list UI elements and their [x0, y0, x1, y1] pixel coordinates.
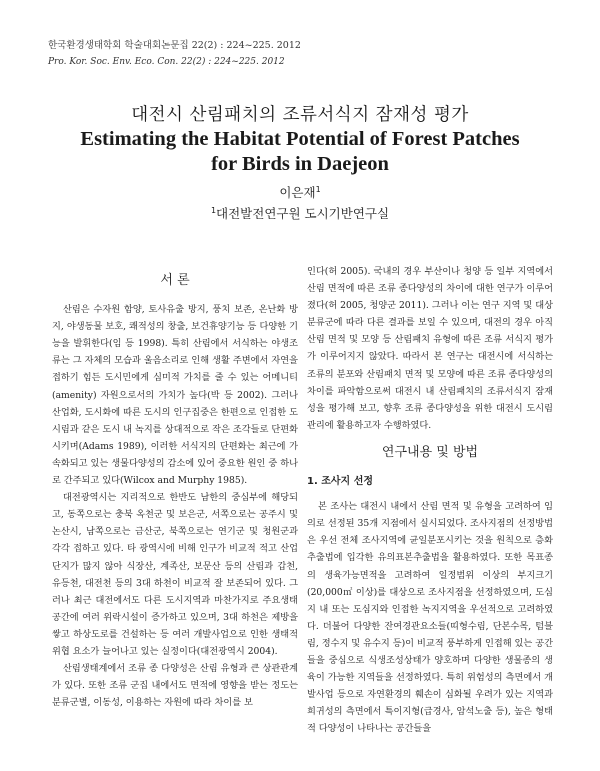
paragraph: 산림은 수자원 함양, 토사유출 방지, 풍치 보존, 온난화 방지, 야생동물 보호, 쾌적성의 창출, 보건휴양기능 등 다양한 기능을 발휘한다(임 등 1998). 특히 산림에서 서식하는 야생조류는 그 자체의 모습과 울음소리로 인해 생활 주변에서 자연을 접하기 힘든 도시민에게 심미적 가치를 줄 수 있는 어메니티(amenity) 자원으로서의 가치가 높다(박 등 2002). 그러나 산업화, 도시화에 따른 도시의 인구집중은 한편으로 인접한 도시림과 같은 도시 내 녹지를 상대적으로 작은 조각들로 단편화시키며(Adams 1989), 이러한 서식지의 단편화는 최근에 가속화되고 있는 생물다양성의 감소에 있어 중요한 원인 중 하나로 간주되고 있다(Wilcox and Murphy 1985). — [52, 304, 298, 487]
affiliation-text: 대전발전연구원 도시기반연구실 — [216, 206, 390, 221]
paragraph: 본 조사는 대전시 내에서 산림 면적 및 유형을 고려하여 임의로 선정된 35개 지점에서 실시되었다. 조사지점의 선정방법은 우선 전체 조사지역에 균일분포시키는 것을 원칙으로 층화추출법에 입각한 유의표본추출법을 활용하였다. 또한 목표종의 생육가능면적을 고려하여 일정범위 이상의 부지크기(20,000㎡ 이상)를 대상으로 조사지점을 선정하였으며, 도심지 내 또는 도심지와 인접한 녹지지역을 우선적으로 고려하였다. 더불어 다양한 잔여경관요소들(띠형수림, 단본수목, 텀블림, 정수지 및 유수지 등)이 비교적 풍부하게 인접해 있는 공간들을 중심으로 식생조성상태가 양호하며 다양한 생물종의 생육이 가능한 지역들을 선정하였다. 특히 위험성의 측면에서 개발사업 등으로 자연환경의 훼손이 심화될 우려가 있는 지역과 희귀성의 측면에서 특이지형(급경사, 암석노출 등), 높은 형태적 다양성이 나타나는 공간들을 — [307, 501, 553, 735]
author — [0, 183, 600, 201]
journal-header — [48, 38, 301, 70]
paragraph: 산림생태계에서 조류 종 다양성은 산림 유형과 큰 상관관계가 있다. 또한 조류 군집 내에서도 면적에 영향을 받는 정도는 분류군별, 이동성, 이용하는 자원에 따라 차이를 보 — [52, 663, 298, 709]
journal-citation-ko: 한국환경생태학회 학술대회논문집 22(2) : 224~225. 2012 — [48, 40, 301, 51]
section-heading-introduction: 서 론 — [160, 273, 190, 288]
section-heading-methods: 연구내용 및 방법 — [381, 444, 479, 460]
title-english-line-1: Estimating the Habitat Potential of Forest Patches — [80, 128, 520, 150]
title-korean: 대전시 산림패치의 조류서식지 잠재성 평가 — [131, 105, 469, 125]
right-column — [307, 263, 553, 737]
author-name: 이은재 — [279, 185, 316, 200]
left-column — [52, 262, 298, 711]
paragraph: 대전광역시는 지리적으로 한반도 남한의 중심부에 해당되고, 동쪽으로는 충북 옥천군 및 보은군, 서쪽으로는 공주시 및 논산시, 남쪽으로는 금산군, 북쪽으로는 연기군 및 청원군과 각각 접하고 있다. 타 광역시에 비해 인구가 비교적 적고 산업단지가 많지 않아 식장산, 계족산, 보문산 등의 산림과 갑천, 유등천, 대전천 등의 3대 하천이 비교적 잘 보존되어 있다. 그러나 최근 대전에서도 다른 도시지역과 마찬가지로 주요생태공간에 여러 위락시설이 증가하고 있으며, 3대 하천은 제방을 쌓고 하상도로를 건설하는 등 여러 개발사업으로 인한 생태적 위협 요소가 늘어나고 있는 실정이다(대전광역시 2004). — [52, 492, 298, 657]
affiliation — [0, 204, 600, 222]
journal-citation-en: Pro. Kor. Soc. Env. Eco. Con. 22(2) : 224~225. 2012 — [48, 57, 285, 67]
title-english — [0, 127, 600, 177]
author-affiliation-marker: 1 — [315, 184, 321, 194]
subsection-heading-site-selection: 1. 조사지 선정 — [307, 476, 374, 488]
paragraph: 인다(허 2005). 국내의 경우 부산이나 청양 등 일부 지역에서 산림 면적에 따른 조류 종다양성의 차이에 대한 연구가 이루어졌다(허 2005, 청양군 2011). 그러나 이는 연구 지역 및 대상 분류군에 따라 다른 결과를 보일 수 있으며, 대전의 경우 아직 산림 면적 및 모양 등 산림패치 유형에 따른 조류 서식지 평가가 이루어지지 않았다. 따라서 본 연구는 대전시에 서식하는 조류의 분포와 산림패치 면적 및 모양에 따른 조류 종다양성의 차이를 파악함으로써 대전시 내 산림패치의 조류서식지 잠재성을 평가해 보고, 향후 조류 종다양성을 위한 대전시 도시림 관리에 활용하고자 수행하였다. — [307, 266, 553, 431]
title-english-line-2: for Birds in Daejeon — [211, 153, 389, 175]
affiliation-marker: 1 — [210, 205, 217, 215]
